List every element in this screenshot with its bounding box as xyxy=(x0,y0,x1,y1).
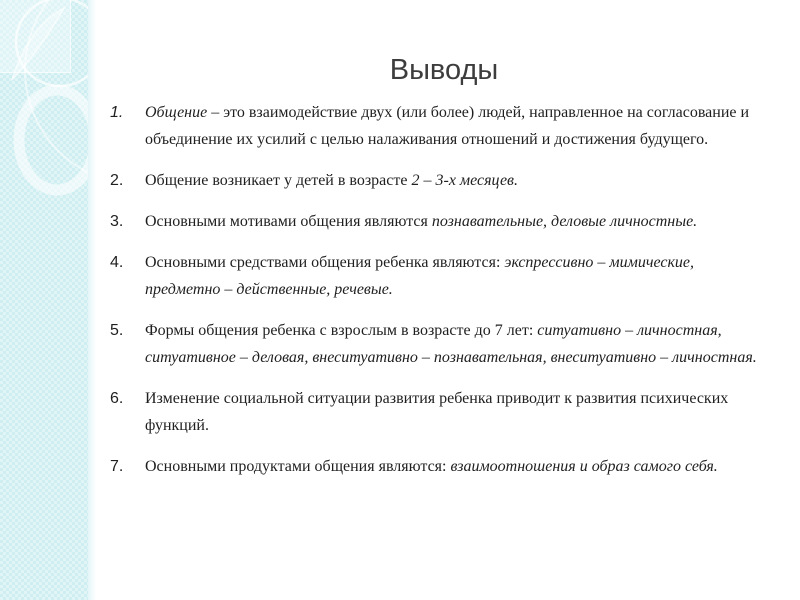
list-item xyxy=(110,317,760,371)
list-item-text: Изменение социальной ситуации развития ребенка приводит к развития психических функций. xyxy=(145,390,729,434)
list-item-text: Основными продуктами общения являются: взаимоотношения и образ самого себя. xyxy=(145,458,718,475)
list-item-text: Основными мотивами общения являются познавательные, деловые личностные. xyxy=(145,213,698,230)
list-item-number: 4. xyxy=(110,254,124,271)
list-item xyxy=(110,208,760,235)
conclusions-list xyxy=(110,99,760,494)
list-item xyxy=(110,99,760,153)
list-item xyxy=(110,385,760,439)
list-item-number: 6. xyxy=(110,390,124,407)
slide-title: Выводы xyxy=(389,54,499,86)
list-item-text: Общение возникает у детей в возрасте 2 – 3-х месяцев. xyxy=(145,172,518,189)
list-item xyxy=(110,249,760,303)
strip-edge-gradient xyxy=(88,0,96,600)
list-item-number: 1. xyxy=(110,104,124,121)
list-item-text: Основными средствами общения ребенка являются: экспрессивно – мимические, предметно – действенные, речевые. xyxy=(145,254,695,298)
list-item-text: Общение – это взаимодействие двух (или более) людей, направленное на согласование и объединение их усилий с целью налаживания отношений и достижения будущего. xyxy=(145,104,750,148)
list-item-number: 2. xyxy=(110,172,124,189)
decorative-thick-ring xyxy=(19,90,88,190)
list-item-number: 5. xyxy=(110,322,124,339)
list-item-number: 3. xyxy=(110,213,124,230)
list-item-text: Формы общения ребенка с взрослым в возрасте до 7 лет: ситуативно – личностная, ситуативное – деловая, внеситуативно – познавательная, внеситуативно – личностная. xyxy=(145,322,757,366)
list-item xyxy=(110,167,760,194)
list-item-number: 7. xyxy=(110,458,124,475)
decorative-circles xyxy=(0,0,88,600)
list-item xyxy=(110,453,760,480)
decorative-side-strip xyxy=(0,0,88,600)
decorative-thin-circle xyxy=(16,0,88,86)
